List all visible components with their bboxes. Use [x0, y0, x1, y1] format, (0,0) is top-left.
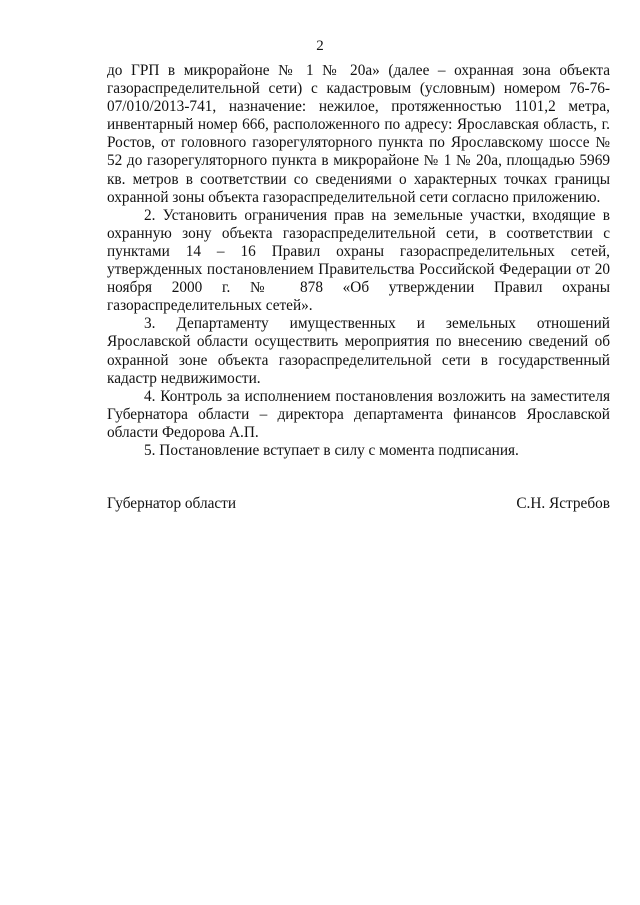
- document-body: [107, 62, 610, 460]
- signature-block: [107, 495, 610, 513]
- signatory-position: Губернатор области: [107, 495, 237, 512]
- paragraph-item-5: 5. Постановление вступает в силу с момента подписания.: [144, 441, 519, 459]
- paragraph-item-2: 2. Установить ограничения прав на земельные участки, входящие в охранную зону объекта газораспределительной сети, в соответствии с пунктами 14 – 16 Правил охраны газораспределительных сетей, утвержденных постановлением Правительства Российской Федерации от 20 ноября 2000 г. № 878 «Об утверждении Правил охраны газораспределительных сетей».: [107, 206, 610, 315]
- paragraph-item-4: 4. Контроль за исполнением постановления возложить на заместителя Губернатора области – директора департамента финансов Ярославской области Федорова А.П.: [107, 387, 610, 441]
- page-number: 2: [316, 38, 324, 54]
- signatory-name: С.Н. Ястребов: [516, 495, 610, 512]
- paragraph-continuation: до ГРП в микрорайоне № 1 № 20а» (далее – охранная зона объекта газораспределительной сети) с кадастровым (условным) номером 76-76-07/010/2013-741, назначение: нежилое, протяженностью 1101,2 метра, инвентарный номер 666, расположенного по адресу: Ярославская область, г. Ростов, от головного газорегуляторного пункта по Ярославскому шоссе № 52 до газорегуляторного пункта в микрорайоне № 1 № 20а, площадью 5969 кв. метров в соответствии со сведениями о характерных точках границы охранной зоны объекта газораспределительной сети согласно приложению.: [107, 62, 610, 206]
- paragraph-item-3: 3. Департаменту имущественных и земельных отношений Ярославской области осуществить мероприятия по внесению сведений об охранной зоне объекта газораспределительной сети в государственный кадастр недвижимости.: [107, 315, 610, 387]
